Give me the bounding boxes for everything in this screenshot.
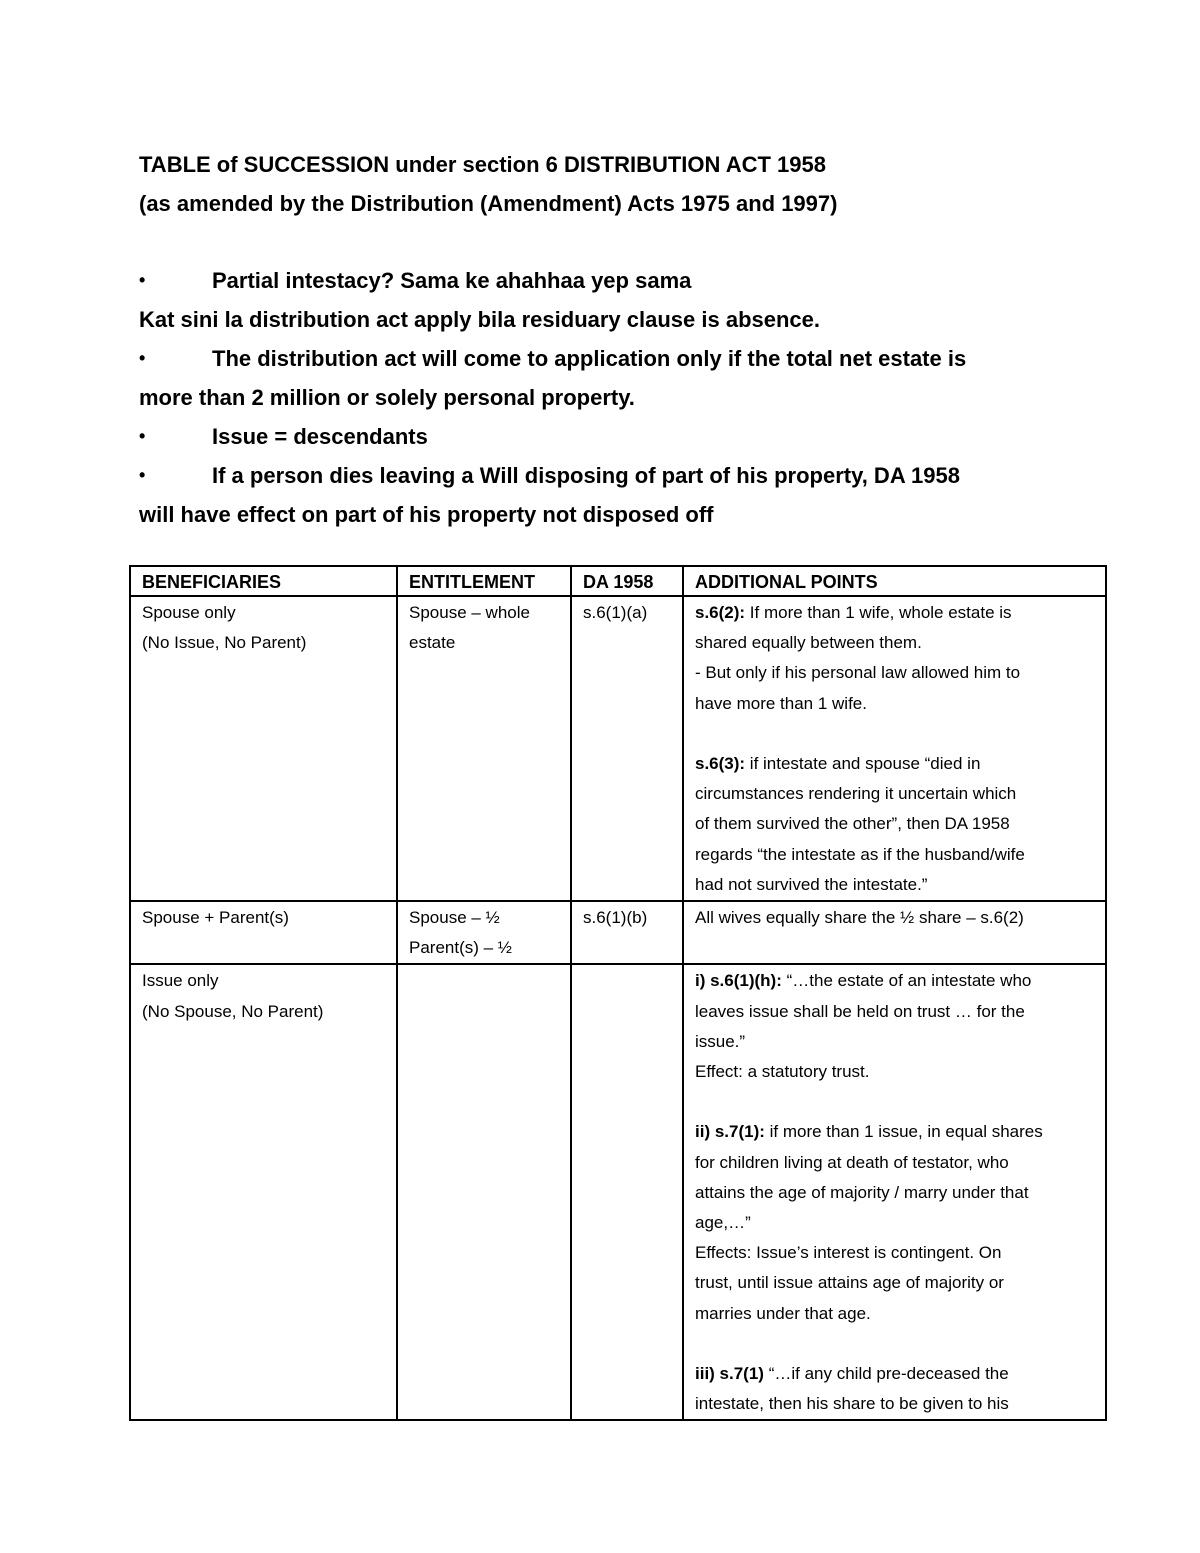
document-heading [139, 145, 1119, 534]
table-header-row [130, 566, 1106, 596]
bullet-text: The distribution act will come to application only if the total net estate is [212, 346, 967, 371]
point-line [695, 598, 1095, 628]
cell-entitlement [397, 964, 571, 1420]
section-ref: s.6(3): [695, 754, 746, 773]
point-line: trust, until issue attains age of majority or [695, 1273, 1004, 1293]
cell-entitlement [397, 596, 571, 901]
bullet-icon: • [139, 348, 146, 368]
header-entitlement: ENTITLEMENT [397, 566, 571, 596]
bullet-continuation: will have effect on part of his property not disposed off [139, 502, 714, 527]
title-line-1: TABLE of SUCCESSION under section 6 DISTRIBUTION ACT 1958 [139, 152, 826, 177]
point-line: marries under that age. [695, 1303, 871, 1323]
cell-text: (No Issue, No Parent) [142, 633, 307, 653]
section-ref: ii) s.7(1): [695, 1122, 765, 1142]
title-line-2: (as amended by the Distribution (Amendment) Acts 1975 and 1997) [139, 191, 838, 216]
cell-da-section: s.6(1)(b) [571, 901, 683, 964]
bullet-item [139, 261, 1119, 300]
cell-text: Spouse – ½ [409, 908, 500, 928]
cell-additional-points [683, 596, 1106, 901]
cell-entitlement [397, 901, 571, 964]
bullet-text: If a person dies leaving a Will disposing of part of his property, DA 1958 [212, 463, 960, 488]
section-ref: iii) s.7(1) [695, 1364, 764, 1384]
point-line: circumstances rendering it uncertain which [695, 784, 1017, 804]
point-text: “…if any child pre-deceased the [763, 1364, 1009, 1384]
point-line: - But only if his personal law allowed him to [695, 663, 1021, 683]
point-line: Effect: a statutory trust. [695, 1062, 870, 1082]
table-row [130, 901, 1106, 964]
bullet-continuation: more than 2 million or solely personal property. [139, 385, 635, 410]
bullet-text: Partial intestacy? Sama ke ahahhaa yep sama [212, 268, 692, 293]
cell-da-section: s.6(1)(a) [571, 596, 683, 901]
header-da-1958: DA 1958 [571, 566, 683, 596]
point-line: for children living at death of testator, who [695, 1152, 1009, 1172]
point-line: leaves issue shall be held on trust … for the [695, 1001, 1025, 1021]
point-line [695, 749, 1095, 779]
cell-text: Spouse – whole [409, 603, 530, 622]
cell-text: Parent(s) – ½ [409, 938, 512, 958]
section-ref: s.6(2): [695, 603, 746, 622]
header-beneficiaries: BENEFICIARIES [130, 566, 397, 596]
cell-text: Issue only [142, 971, 219, 991]
point-line: had not survived the intestate.” [695, 874, 928, 894]
point-text: “…the estate of an intestate who [781, 971, 1032, 991]
bullet-text: Issue = descendants [212, 424, 428, 449]
cell-beneficiaries: Spouse + Parent(s) [130, 901, 397, 964]
section-ref: i) s.6(1)(h): [695, 971, 782, 991]
point-line: intestate, then his share to be given to his [695, 1394, 1009, 1414]
point-line [695, 1359, 1095, 1389]
cell-da-section [571, 964, 683, 1420]
header-additional-points: ADDITIONAL POINTS [683, 566, 1106, 596]
table-row [130, 964, 1106, 1420]
point-text: If more than 1 wife, whole estate is [745, 603, 1012, 622]
cell-beneficiaries [130, 964, 397, 1420]
point-text: if more than 1 issue, in equal shares [764, 1122, 1043, 1142]
point-line: of them survived the other”, then DA 1958 [695, 814, 1010, 834]
point-line: regards “the intestate as if the husband/wife [695, 844, 1025, 864]
cell-additional-points [683, 964, 1106, 1420]
point-line: issue.” [695, 1031, 746, 1051]
bullet-item [139, 417, 1119, 456]
bullet-icon: • [139, 270, 146, 290]
cell-text: estate [409, 633, 456, 653]
point-line: shared equally between them. [695, 633, 922, 653]
point-line: age,…” [695, 1213, 751, 1233]
point-text: if intestate and spouse “died in [745, 754, 981, 773]
succession-table [129, 565, 1107, 1421]
cell-text: (No Spouse, No Parent) [142, 1001, 324, 1021]
point-line: Effects: Issue’s interest is contingent. On [695, 1243, 1002, 1263]
cell-beneficiaries [130, 596, 397, 901]
cell-additional-points: All wives equally share the ½ share – s.6(2) [683, 901, 1106, 964]
point-line: attains the age of majority / marry under that [695, 1182, 1029, 1202]
bullet-item [139, 456, 1119, 495]
bullet-item [139, 339, 1119, 378]
point-line [695, 1117, 1095, 1147]
point-line [695, 966, 1095, 996]
bullet-icon: • [139, 426, 146, 446]
note-text: Kat sini la distribution act apply bila residuary clause is absence. [139, 307, 821, 332]
table-row [130, 596, 1106, 901]
point-line: have more than 1 wife. [695, 693, 867, 713]
bullet-icon: • [139, 465, 146, 485]
cell-text: Spouse only [142, 603, 236, 622]
